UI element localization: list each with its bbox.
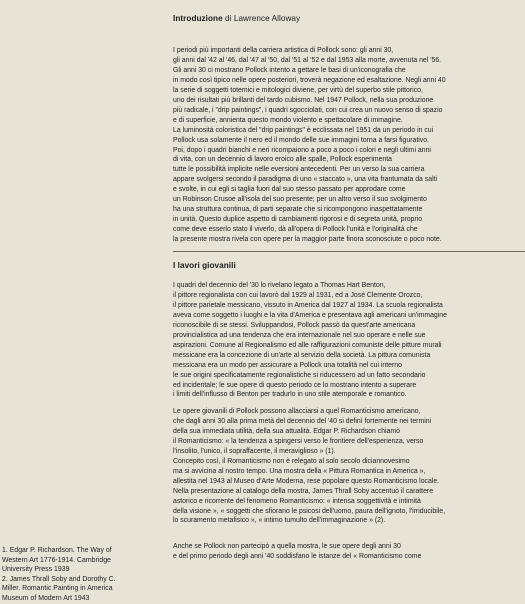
text-line: Poi, dopo i quadri bianchi e neri ricompaiono a poco a poco i colori e negli ultimi anni — [173, 146, 431, 154]
text-line: ha una struttura continua, di parti separate che si ricompongono inaspettatamente — [173, 206, 423, 214]
footnote-line: Museum of Modern Art 1943 — [2, 594, 90, 602]
text-line: Gli anni 30 ci mostrano Pollock intento a gettare le basi di un'iconografia che — [173, 66, 406, 74]
footnote-line: 2. James Thrall Soby and Dorothy C. — [2, 575, 116, 583]
footnote-line: Miller. Romantic Painting in America — [2, 585, 113, 593]
text-line: in unità. Questo duplice aspetto di cambiamenti rigorosi e di segreta unità, proprio — [173, 216, 423, 224]
intro-heading-author: di Lawrence Alloway — [222, 14, 301, 23]
text-line: della sua immediata utilità, della sua attualità. Edgar P. Richardson chiamò — [173, 427, 400, 435]
footnotes — [2, 546, 172, 604]
text-line: un Robinson Crusoe all'isola del suo presente; per un altro verso il suo svolgimento — [173, 196, 427, 204]
text-line: il pittore parietale messicano, vissuto in America dal 1927 al 1934. La scuola regionalista — [173, 301, 443, 309]
footnote-line: 1. Edgar P. Richardson. The Way of — [2, 547, 112, 554]
text-line: provincialistica ad una tendenza che era internazionale nel suo operare e nelle sue — [173, 331, 426, 339]
text-line: astorico e ricorrente del fenomeno Romanticismo: « intensa soggettività e intimità — [173, 497, 421, 505]
footnote-line: University Press 1939 — [2, 566, 70, 574]
text-line: più radicale, i "drip paintings", i quadri sgocciolati, con cui crea un nuovo senso di spazio — [173, 106, 443, 114]
text-line: lo scuramento metafisico », « intimo tumulto dell'immaginazione » (2). — [173, 517, 386, 525]
text-line: Anche se Pollock non partecipò a quella mostra, le sue opere degli anni 30 — [173, 543, 401, 550]
text-line: come deve esserlo stato il viverlo, dà all'opera di Pollock l'unità e l'originalità che — [173, 226, 418, 234]
text-line: I quadri del decennio del '30 lo rivelano legato a Thomas Hart Benton, — [173, 282, 386, 289]
text-line: i limiti dell'influsso di Benton per tradurlo in uno stile atemporale e romantico. — [173, 391, 407, 399]
text-line: la presente mostra rivela con opere per la maggior parte finora sconosciute o poco note. — [173, 236, 442, 244]
text-line: che dagli anni 30 alla prima metà del decennio del '40 si definì fortemente nei termini — [173, 417, 432, 425]
works-heading: I lavori giovanili — [173, 261, 236, 270]
text-line: il pittore regionalista con cui lavorò dal 1929 al 1931, ed a José Clemente Orozco, — [173, 291, 423, 299]
text-line: riconoscibile di se stessi. Sviluppandosi, Pollock passò da quest'arte americana — [173, 321, 416, 329]
text-line: messicane era la concezione di un'arte al servizio della società. La pittura comunista — [173, 351, 431, 359]
text-line: ed incidentale; le sue opere di questo periodo ce lo mostrano intento a superare — [173, 381, 417, 389]
intro-paragraph — [173, 46, 525, 245]
text-line: le sue origini specificatamente regionalistiche si riducessero ad un fatto secondario — [173, 371, 426, 379]
text-line: uno dei risultati più brillanti del tardo cubismo. Nel 1947 Pollock, nella sua produzione — [173, 96, 434, 104]
text-line: della visione », « soggetti che sfiorano le psicosi dell'uomo, paura dell'ignoto, l'irriducibile, — [173, 507, 446, 515]
text-line: in modo così tipico nelle opere posteriori, troverà negazione ed esaltazione. Negli anni 40 — [173, 76, 446, 84]
text-line: aspirazioni. Comune al Regionalismo ed alle raffigurazioni comuniste delle pitture murali — [173, 341, 442, 349]
text-line: il Romanticismo: « la tendenza a spingersi verso le frontiere dell'esperienza, verso — [173, 437, 424, 445]
works-paragraph-1 — [173, 281, 525, 400]
text-line: I periodi più importanti della carriera artistica di Pollock sono: gli anni 30, — [173, 47, 394, 54]
text-line: messicana era un modo per assicurare a Pollock una totalità nel cui interno — [173, 361, 402, 369]
text-line: e del primo periodo degli anni '40 soddisfano le istanze del « Romanticismo come — [173, 552, 422, 560]
text-line: e svolte, in cui egli si taglia fuori dal suo stesso passato per approdare come — [173, 186, 406, 194]
text-line: la serie di soggetti totemici e mitologici diviene, per virtù del superbo stile pittorico, — [173, 86, 423, 94]
intro-heading-bold: Introduzione — [173, 14, 223, 23]
text-line: La luminosità coloristica del "drip paintings" è ecclissata nel 1951 da un periodo in cui — [173, 126, 434, 134]
text-line: aveva come soggetto i luoghi e la vita d'America e presentava agli americani un'immagine — [173, 311, 447, 319]
text-line: tutte le possibilità implicite nelle eversioni antecedenti. Per un verso la sua carriera — [173, 166, 425, 174]
footnote-line: Western Art 1776-1914. Cambridge — [2, 556, 111, 564]
text-line: allestita nel 1943 al Museo d'Arte Moderna, rese popolare questo Romanticismo locale. — [173, 477, 440, 485]
text-line: appare svolgersi secondo il paradigma di uno « staccato », una vita frantumata da salti — [173, 176, 438, 184]
text-line: Pollock usa solamente il nero ed il mondo delle sue immagini torna a farsi figurativo. — [173, 136, 429, 144]
text-line: Nella presentazione al catalogo della mostra, James Thrall Soby accentuò il carattere — [173, 487, 434, 495]
text-line: ma si avvicina al nostro tempo. Una mostra della « Pittura Romantica in America », — [173, 467, 426, 475]
text-line: e di superficie, annienta questo mondo violento e spettacolare di immagine. — [173, 116, 403, 124]
intro-heading — [173, 14, 300, 24]
text-line: di vita, con un decennio di lavoro eroico alle spalle, Pollock esperimenta — [173, 156, 392, 164]
works-paragraph-3 — [173, 542, 525, 562]
text-line: gli anni dal '42 al '46, dal '47 al '50, dal '51 al '52 e dal 1953 alla morte, avvenuta nel '56. — [173, 56, 442, 64]
section-divider — [173, 251, 525, 252]
text-line: Concepito così, il Romanticismo non è relegato al solo secolo diciannovesimo — [173, 457, 410, 465]
text-line: Le opere giovanili di Pollock possono allacciarsi a quel Romanticismo americano, — [173, 408, 421, 415]
works-paragraph-2 — [173, 407, 525, 526]
text-line: l'insolito, l'unico, il sopraffacente, il meraviglioso » (1). — [173, 447, 336, 455]
